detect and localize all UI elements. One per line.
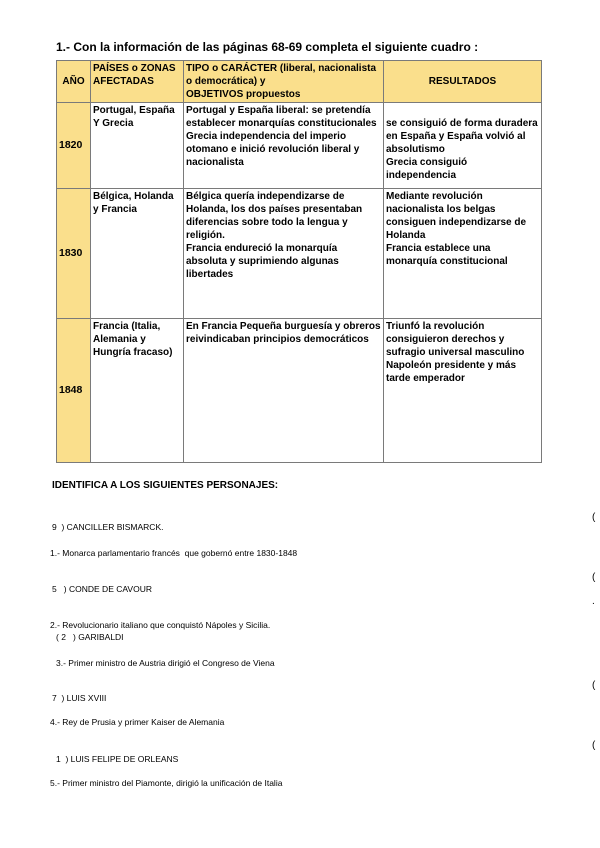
margin-mark: ( [592, 512, 596, 523]
answer-luis-felipe: 1 ) LUIS FELIPE DE ORLEANS [56, 754, 179, 764]
header-type [184, 61, 384, 103]
table-header-row [57, 61, 542, 103]
row-type: Portugal y España liberal: se pretendía establecer monarquías constitucionales Grecia independencia del imperio otomano e inició revolución liberal y nacionalista [184, 103, 384, 189]
margin-mark: ( [592, 740, 596, 751]
row-results: se consiguió de forma duradera en España y España volvió al absolutismo Grecia consiguió independencia [384, 103, 542, 189]
section-title: IDENTIFICA A LOS SIGUIENTES PERSONAJES: [52, 480, 279, 491]
answer-garibaldi: ( 2 ) GARIBALDI [56, 632, 124, 642]
row-type: Bélgica quería independizarse de Holanda, los dos países presentaban diferencias sobre todo la lengua y religión. Francia endureció la monarquía absoluta y suprimiendo algunas libertades [184, 189, 384, 319]
row-year: 1830 [57, 189, 91, 319]
page-title: 1.- Con la información de las páginas 68-69 completa el siguiente cuadro : [56, 40, 479, 54]
margin-mark: . [592, 596, 595, 607]
answer-cavour: 5 ) CONDE DE CAVOUR [52, 584, 152, 594]
table-row [57, 103, 542, 189]
header-type-main: TIPO o CARÁCTER (liberal, nacionalista o democrática) y [186, 63, 377, 87]
row-results: Mediante revolución nacionalista los belgas consiguen independizarse de Holanda Francia establece una monarquía constitucional [384, 189, 542, 319]
revolutions-table [56, 60, 542, 463]
clue-3: 3.- Primer ministro de Austria dirigió el Congreso de Viena [56, 658, 275, 668]
clue-1: 1.- Monarca parlamentario francés que gobernó entre 1830-1848 [50, 548, 298, 558]
answer-bismarck: 9 ) CANCILLER BISMARCK. [52, 522, 164, 532]
answer-luis-xviii: 7 ) LUIS XVIII [52, 693, 107, 703]
table-row [57, 319, 542, 463]
row-year: 1848 [57, 319, 91, 463]
row-type: En Francia Pequeña burguesía y obreros reivindicaban principios democráticos [184, 319, 384, 463]
margin-mark: ( [592, 572, 596, 583]
row-results: Triunfó la revolución consiguieron derechos y sufragio universal masculino Napoleón presidente y más tarde emperador [384, 319, 542, 463]
header-countries: PAÍSES o ZONAS AFECTADAS [91, 61, 184, 103]
row-year: 1820 [57, 103, 91, 189]
clue-2: 2.- Revolucionario italiano que conquistó Nápoles y Sicilia. [50, 620, 271, 630]
row-countries: Portugal, España Y Grecia [91, 103, 184, 189]
row-countries: Bélgica, Holanda y Francia [91, 189, 184, 319]
clue-5: 5.- Primer ministro del Piamonte, dirigió la unificación de Italia [50, 778, 283, 788]
clue-4: 4.- Rey de Prusia y primer Kaiser de Alemania [50, 717, 225, 727]
header-year: AÑO [57, 61, 91, 103]
margin-mark: ( [592, 680, 596, 691]
table-row [57, 189, 542, 319]
header-type-objectives: OBJETIVOS propuestos [186, 89, 301, 100]
header-results: RESULTADOS [384, 61, 542, 103]
row-countries: Francia (Italia, Alemania y Hungría fracaso) [91, 319, 184, 463]
